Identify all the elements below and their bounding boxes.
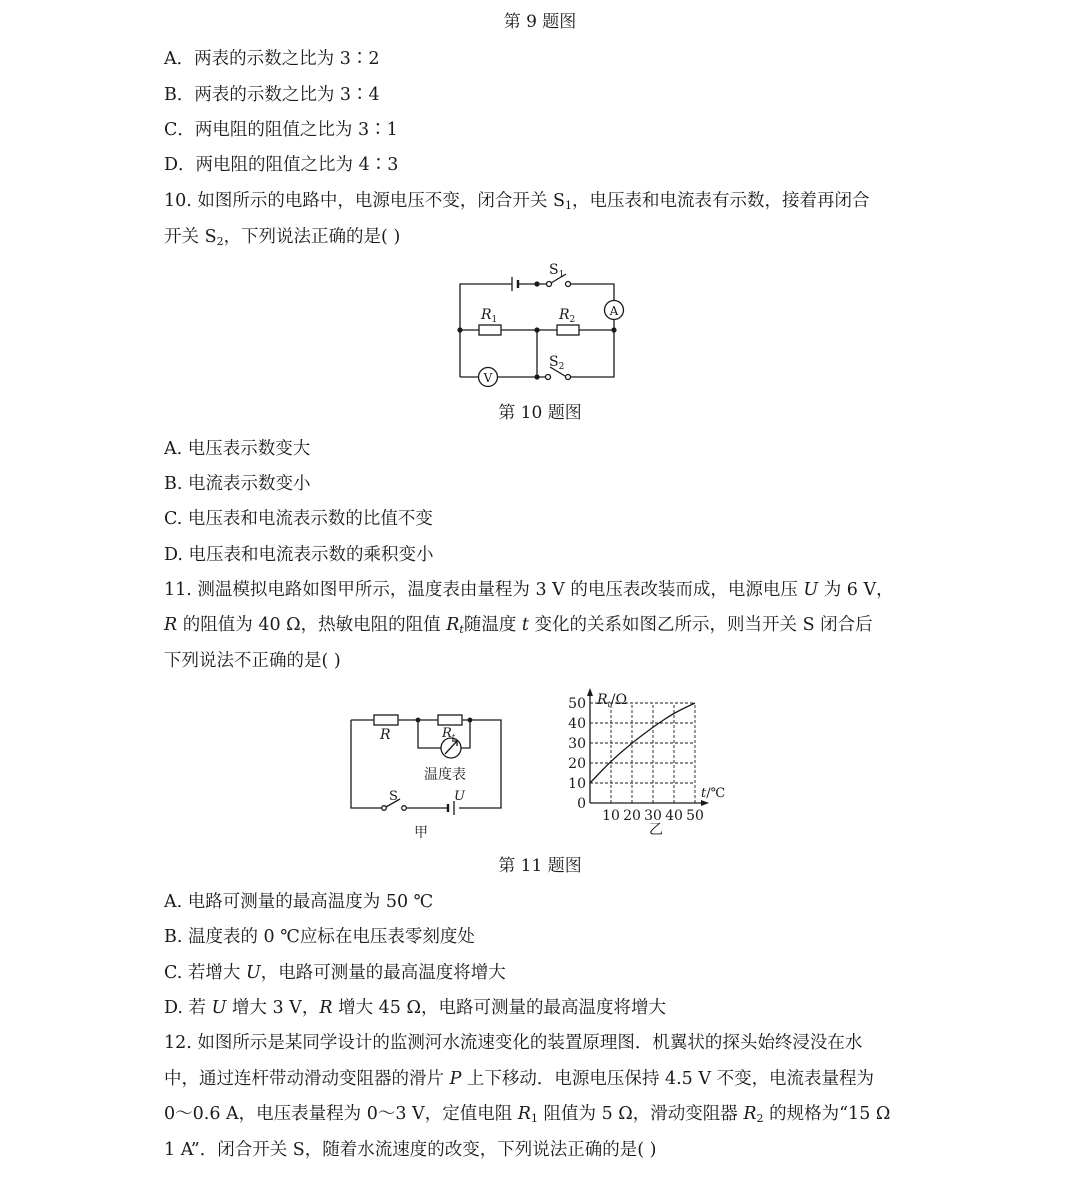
q10-caption: 第 10 题图 — [498, 403, 582, 423]
y-tick-label: 50 — [568, 696, 586, 712]
x-tick-label: 50 — [686, 808, 704, 824]
y-tick-label: 30 — [568, 736, 586, 752]
q11-option-d: D. 若 U 增大 3 V，R 增大 45 Ω，电路可测量的最高温度将增大 — [164, 998, 666, 1018]
q9-option-d: D．两电阻的阻值之比为 4∶3 — [164, 155, 399, 175]
voltmeter-label: V — [483, 371, 493, 385]
q10-option-c: C. 电压表和电流表示数的比值不变 — [164, 509, 433, 529]
s-label: S — [389, 789, 398, 804]
jia-label: 甲 — [414, 825, 428, 841]
r-resistor — [374, 715, 398, 725]
rt-label: $R_t$ — [442, 726, 456, 742]
x-axis-label: t/℃ — [701, 786, 726, 801]
r1-resistor — [479, 325, 501, 335]
r2-label: $R_2$ — [559, 307, 576, 325]
s2-label: $S_2$ — [549, 354, 565, 372]
q11-option-c: C. 若增大 U，电路可测量的最高温度将增大 — [164, 963, 506, 983]
q10-stem-line2: 开关 $S_2$，下列说法正确的是( ) — [164, 227, 401, 248]
q9-option-a: A．两表的示数之比为 3∶2 — [164, 49, 380, 69]
q10-option-a: A. 电压表示数变大 — [164, 439, 311, 459]
y-tick-label: 20 — [568, 756, 586, 772]
y-axis-label: $R_t/\Omega$ — [597, 692, 628, 709]
q10-option-d: D. 电压表和电流表示数的乘积变小 — [164, 545, 434, 565]
y-axis-arrow — [587, 688, 593, 696]
yi-label: 乙 — [649, 822, 663, 838]
y-tick-label: 40 — [568, 716, 586, 732]
q9-option-b: B．两表的示数之比为 3∶4 — [164, 85, 380, 105]
x-tick-label: 40 — [665, 808, 683, 824]
rt-resistor — [438, 715, 462, 725]
q11-stem-line2: R 的阻值为 40 Ω，热敏电阻的阻值 $R_t$随温度 t 变化的关系如图乙所示，则当开关 S 闭合后 — [164, 615, 873, 636]
q12-stem-line1: 12. 如图所示是某同学设计的监测河水流速变化的装置原理图．机翼状的探头始终浸没在水 — [164, 1033, 863, 1053]
s1-label: $S_1$ — [549, 262, 565, 280]
y-tick-label: 10 — [568, 776, 586, 792]
r1-label: $R_1$ — [481, 307, 498, 325]
q9-caption: 第 9 题图 — [503, 12, 577, 32]
r2-resistor — [557, 325, 579, 335]
x-tick-label: 30 — [644, 808, 662, 824]
x-tick-label: 10 — [602, 808, 620, 824]
q11-caption: 第 11 题图 — [498, 856, 582, 876]
y-tick-label: 0 — [577, 796, 586, 812]
q12-stem-line4: 1 A”．闭合开关 S，随着水流速度的改变，下列说法正确的是( ) — [164, 1140, 657, 1160]
q10-option-b: B. 电流表示数变小 — [164, 474, 311, 494]
q9-option-c: C．两电阻的阻值之比为 3∶1 — [164, 120, 398, 140]
q12-stem-line3: 0～0.6 A，电压表量程为 0～3 V，定值电阻 $R_1$ 阻值为 5 Ω，滑动变阻器 $R_2$ 的规格为“15 Ω — [164, 1104, 891, 1125]
q11-stem-line3: 下列说法不正确的是( ) — [164, 651, 341, 671]
x-tick-label: 20 — [623, 808, 641, 824]
q11-option-a: A. 电路可测量的最高温度为 50 ℃ — [164, 892, 434, 912]
ammeter-label: A — [609, 304, 619, 318]
q11-circuit-jia — [346, 706, 526, 846]
meter-label: 温度表 — [424, 767, 466, 783]
r-label: R — [380, 727, 391, 743]
q11-option-b: B. 温度表的 0 ℃应标在电压表零刻度处 — [164, 927, 475, 947]
q11-stem-line1: 11. 测温模拟电路如图甲所示，温度表由量程为 3 V 的电压表改装而成，电源电压 U 为 6 V， — [164, 580, 894, 600]
q12-stem-line2: 中，通过连杆带动滑动变阻器的滑片 P 上下移动．电源电压保持 4.5 V 不变，电流表量程为 — [164, 1069, 875, 1089]
q10-circuit-diagram — [452, 260, 632, 385]
q10-stem-line1: 10. 如图所示的电路中，电源电压不变，闭合开关 $S_1$，电压表和电流表有示数，接着再闭合 — [164, 191, 870, 212]
u-label: U — [454, 789, 465, 804]
q11-chart-yi — [565, 688, 725, 838]
